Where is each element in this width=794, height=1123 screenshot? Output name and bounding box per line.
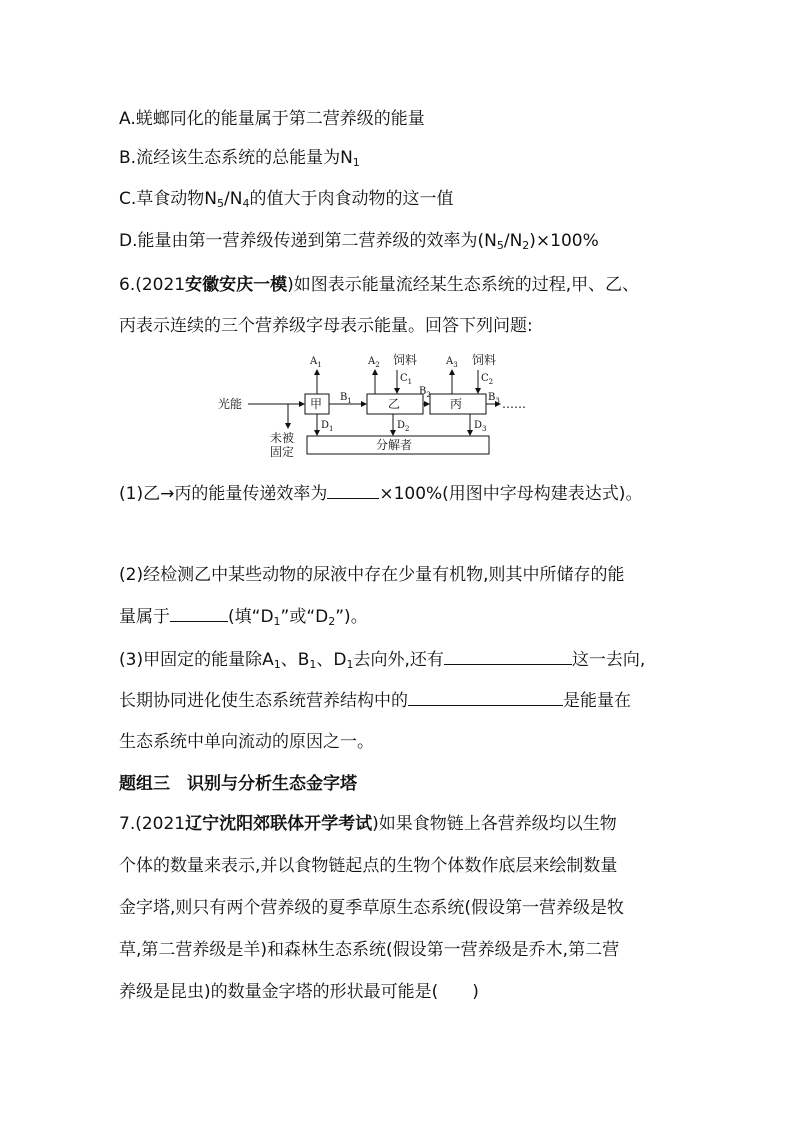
option-d-text: )×100% — [529, 231, 599, 251]
q6-sub2-text: ”或“D — [280, 607, 329, 627]
option-a: A.蜣螂同化的能量属于第二营养级的能量 — [119, 109, 425, 129]
q6-stem: )如图表示能量流经某生态系统的过程,甲、乙、 — [287, 275, 640, 295]
subscript: 2 — [426, 391, 431, 399]
q6-sub2-line2 — [119, 605, 368, 633]
letter: D — [474, 420, 483, 431]
label-decomposer: 分解者 — [376, 438, 413, 452]
subscript: 1 — [329, 425, 334, 433]
letter: D — [397, 420, 406, 431]
label-a2 — [367, 356, 380, 369]
subscript: 1 — [407, 378, 413, 386]
q6-sub3-text: 、D — [316, 650, 347, 670]
q7-stem-line4: 草,第二营养级是羊)和森林生态系统(假设第一营养级是乔木,第二营 — [119, 940, 620, 960]
q6-sub3-line2 — [119, 689, 631, 712]
option-c-text: /N — [224, 189, 243, 209]
subscript: 3 — [453, 361, 458, 369]
answer-blank[interactable] — [170, 605, 228, 622]
q7-stem-line1 — [119, 813, 617, 835]
subscript: 5 — [496, 239, 504, 252]
q6-sub3-line3: 生态系统中单向流动的原因之一。 — [119, 732, 374, 752]
q6-number: 6.(2021 — [119, 275, 186, 295]
q6-stem-line1 — [119, 274, 639, 296]
subscript: 4 — [242, 197, 250, 210]
subscript: 3 — [495, 397, 500, 405]
q7-stem: )如果食物链上各营养级均以生物 — [372, 814, 617, 834]
option-d-text: /N — [503, 231, 523, 251]
option-d — [119, 230, 599, 257]
q6-sub3-text: 这一去向, — [571, 650, 646, 670]
q7-stem-line3: 金字塔,则只有两个营养级的夏季草原生态系统(假设第一营养级是牧 — [119, 898, 625, 918]
subscript: 1 — [317, 361, 322, 369]
q7-stem-line2: 个体的数量来表示,并以食物链起点的生物个体数作底层来绘制数量 — [119, 856, 618, 876]
q6-sub3-text: (3)甲固定的能量除A — [119, 650, 274, 670]
q7-number: 7.(2021 — [119, 814, 186, 834]
subscript: 1 — [352, 156, 360, 169]
label-a1 — [309, 356, 322, 369]
option-c-text: C.草食动物N — [119, 189, 217, 209]
option-b-text: B.流经该生态系统的总能量为N — [119, 148, 353, 168]
q6-sub3-text: 去向外,还有 — [353, 650, 444, 670]
letter: C — [400, 373, 408, 384]
label-c2 — [481, 373, 493, 386]
letter: B — [419, 386, 427, 397]
label-yi: 乙 — [388, 397, 401, 411]
label-feed-2: 饲料 — [472, 353, 497, 367]
section-heading: 题组三 识别与分析生态金字塔 — [119, 774, 357, 794]
letter: A — [310, 356, 318, 367]
answer-blank[interactable] — [444, 648, 572, 665]
q6-source: 安徽安庆一模 — [185, 275, 288, 295]
letter: B — [340, 392, 348, 403]
label-b2 — [419, 386, 431, 399]
label-feed-1: 饲料 — [393, 353, 418, 367]
label-bing: 丙 — [450, 397, 463, 411]
q6-sub3-line1 — [119, 648, 645, 676]
q6-sub3-text: 是能量在 — [563, 691, 631, 711]
option-d-text: D.能量由第一营养级传递到第二营养级的效率为(N — [119, 231, 497, 251]
option-c-text: 的值大于肉食动物的这一值 — [249, 189, 454, 209]
subscript: 5 — [217, 197, 224, 210]
subscript: 1 — [346, 658, 354, 671]
label-unfixed-1: 未被 — [270, 431, 295, 445]
letter: C — [481, 373, 489, 384]
subscript: 2 — [328, 615, 336, 628]
subscript: 2 — [488, 378, 494, 386]
energy-flow-diagram — [210, 350, 530, 465]
q7-source: 辽宁沈阳郊联体开学考试 — [185, 814, 373, 834]
q6-sub2-text: ”)。 — [335, 607, 368, 627]
q6-stem-line2: 丙表示连续的三个营养级字母表示能量。回答下列问题: — [119, 316, 533, 336]
answer-blank[interactable] — [408, 689, 563, 706]
subscript: 1 — [309, 658, 317, 671]
label-b1 — [340, 392, 352, 405]
option-b — [119, 147, 360, 174]
subscript: 2 — [375, 361, 380, 369]
label-a3 — [445, 356, 458, 369]
subscript: 1 — [273, 615, 281, 628]
letter: D — [321, 420, 330, 431]
subscript: 2 — [405, 425, 410, 433]
q6-sub1-text: ×100%(用图中字母构建表达式)。 — [379, 484, 643, 504]
q6-sub3-text: 长期协同进化使生态系统营养结构中的 — [119, 691, 408, 711]
q6-sub1 — [119, 482, 642, 505]
label-d1 — [321, 420, 334, 433]
label-c1 — [400, 373, 412, 386]
label-dots: …… — [502, 397, 526, 411]
q6-sub2-text: (填“D — [228, 607, 274, 627]
subscript: 3 — [482, 425, 487, 433]
letter: B — [488, 392, 496, 403]
label-unfixed-2: 固定 — [270, 445, 295, 459]
q6-sub1-text: (1)乙→丙的能量传递效率为 — [119, 484, 328, 504]
label-light: 光能 — [218, 397, 243, 411]
answer-blank[interactable] — [327, 482, 379, 499]
subscript: 1 — [273, 658, 281, 671]
q6-sub2-line1: (2)经检测乙中某些动物的尿液中存在少量有机物,则其中所储存的能 — [119, 565, 625, 585]
letter: A — [368, 356, 376, 367]
q7-stem-line5: 养级是昆虫)的数量金字塔的形状最可能是( ) — [119, 982, 479, 1002]
label-b3 — [488, 392, 500, 405]
letter: A — [446, 356, 454, 367]
label-jia: 甲 — [310, 397, 323, 411]
q6-sub2-text: 量属于 — [119, 607, 170, 627]
q6-sub3-text: 、B — [280, 650, 310, 670]
label-d2 — [397, 420, 410, 433]
label-d3 — [474, 420, 487, 433]
subscript: 2 — [522, 239, 530, 252]
subscript: 1 — [347, 397, 352, 405]
option-c — [119, 188, 453, 215]
